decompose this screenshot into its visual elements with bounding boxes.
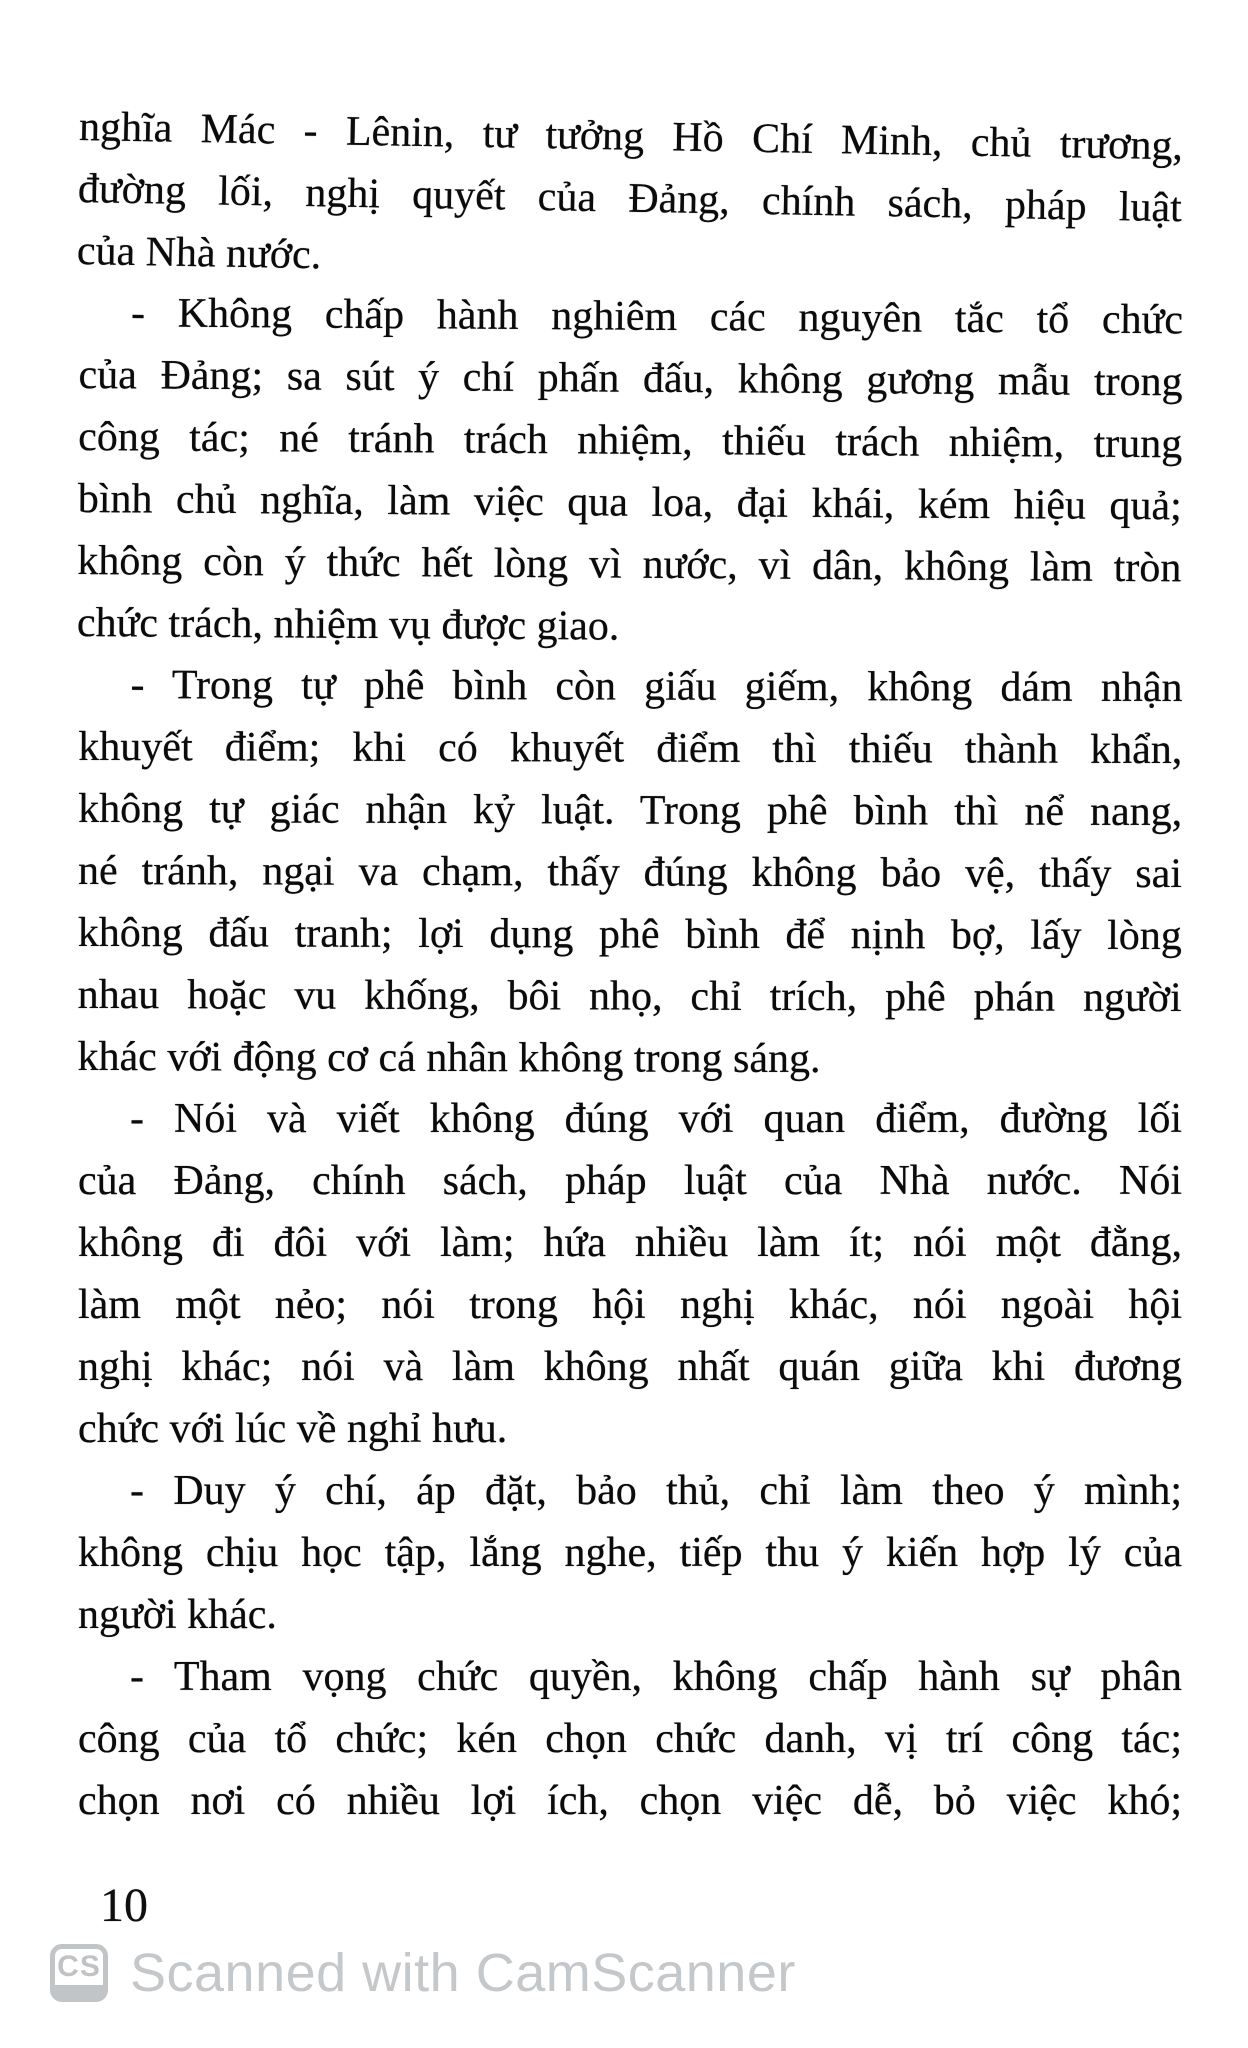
text-line: của Nhà nước. bbox=[76, 227, 322, 279]
text-line: chọn nơi có nhiều lợi ích, chọn việc dễ, bỏ việc khó; bbox=[78, 1778, 1182, 1824]
paragraph bbox=[77, 282, 1183, 661]
text-line: bình chủ nghĩa, làm việc qua loa, đại khái, kém hiệu quả; bbox=[77, 475, 1182, 530]
camscanner-watermark-text: Scanned with CamScanner bbox=[130, 1943, 796, 2003]
text-line: không đấu tranh; lợi dụng phê bình để nịnh bợ, lấy lòng bbox=[77, 909, 1182, 960]
text-line: đường lối, nghị quyết của Đảng, chính sách, pháp luật bbox=[77, 166, 1183, 232]
text-line: - Trong tự phê bình còn giấu giếm, không dám nhận bbox=[130, 662, 1183, 712]
text-line: không còn ý thức hết lòng vì nước, vì dân, không làm tròn bbox=[77, 537, 1182, 592]
text-line: nghị khác; nói và làm không nhất quán giữa khi đương bbox=[78, 1344, 1182, 1390]
text-line: nhau hoặc vu khống, bôi nhọ, chỉ trích, phê phán người bbox=[77, 971, 1182, 1022]
camscanner-icon-label: CS bbox=[57, 1950, 101, 1983]
text-line: người khác. bbox=[78, 1592, 277, 1638]
text-line: của Đảng; sa sút ý chí phấn đấu, không gương mẫu trong bbox=[78, 352, 1183, 406]
text-line: không đi đôi với làm; hứa nhiều làm ít; nói một đằng, bbox=[78, 1220, 1182, 1266]
paragraph bbox=[78, 1460, 1182, 1646]
paragraph bbox=[78, 1646, 1182, 1832]
camscanner-watermark bbox=[50, 1944, 796, 2002]
text-line: né tránh, ngại va chạm, thấy đúng không bảo vệ, thấy sai bbox=[77, 848, 1183, 898]
text-line: - Duy ý chí, áp đặt, bảo thủ, chỉ làm theo ý mình; bbox=[130, 1468, 1182, 1514]
text-line: khuyết điểm; khi có khuyết điểm thì thiếu thành khẩn, bbox=[78, 724, 1183, 774]
text-line: công tác; né tránh trách nhiệm, thiếu trách nhiệm, trung bbox=[78, 414, 1183, 468]
text-line: - Nói và viết không đúng với quan điểm, đường lối bbox=[130, 1096, 1182, 1142]
page-number: 10 bbox=[100, 1879, 148, 1932]
paragraph bbox=[78, 1088, 1182, 1460]
text-line: nghĩa Mác - Lênin, tư tưởng Hồ Chí Minh, chủ trương, bbox=[78, 104, 1184, 170]
text-line: làm một nẻo; nói trong hội nghị khác, nói ngoài hội bbox=[78, 1282, 1182, 1328]
text-line: - Tham vọng chức quyền, không chấp hành sự phân bbox=[130, 1654, 1182, 1700]
text-line: của Đảng, chính sách, pháp luật của Nhà nước. Nói bbox=[78, 1158, 1182, 1204]
camscanner-icon bbox=[50, 1944, 108, 2002]
text-line: - Không chấp hành nghiêm các nguyên tắc tổ chức bbox=[130, 290, 1184, 344]
text-line: không tự giác nhận kỷ luật. Trong phê bình thì nể nang, bbox=[78, 786, 1183, 836]
paragraph bbox=[76, 96, 1183, 301]
text-line: công của tổ chức; kén chọn chức danh, vị trí công tác; bbox=[78, 1716, 1182, 1762]
text-line: khác với động cơ cá nhân không trong sáng. bbox=[77, 1033, 821, 1083]
text-line: chức với lúc về nghỉ hưu. bbox=[78, 1406, 508, 1452]
page-text bbox=[78, 96, 1182, 1832]
text-line: không chịu học tập, lắng nghe, tiếp thu ý kiến hợp lý của bbox=[78, 1530, 1182, 1576]
paragraph bbox=[77, 654, 1182, 1091]
text-line: chức trách, nhiệm vụ được giao. bbox=[76, 599, 620, 650]
